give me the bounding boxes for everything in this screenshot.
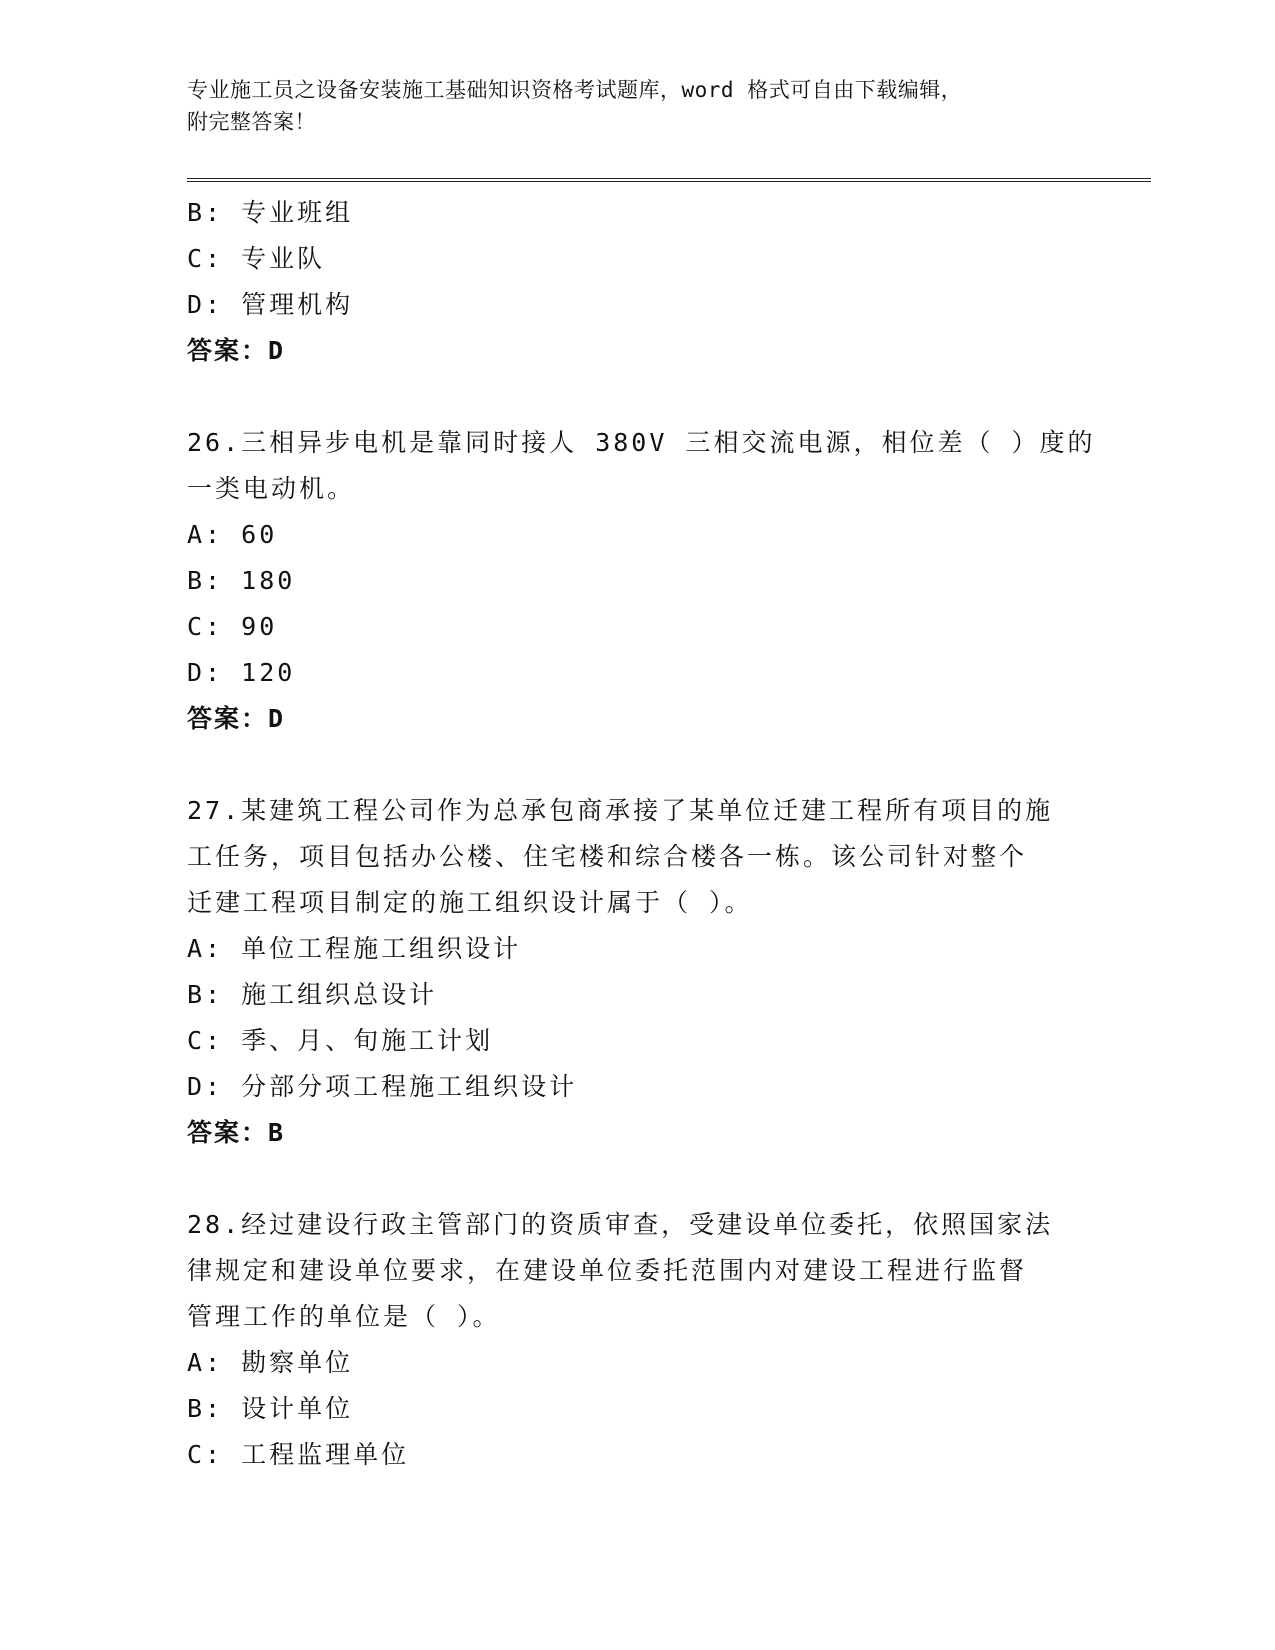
option-c: C: 专业队	[187, 244, 326, 273]
question-text	[187, 788, 1087, 926]
question-line: 一类电动机。	[187, 474, 356, 503]
question-line: 27.某建筑工程公司作为总承包商承接了某单位迁建工程所有项目的施	[187, 796, 1054, 825]
answer: 答案：D	[187, 336, 286, 365]
question-text	[187, 1202, 1087, 1340]
option-c: C: 90	[187, 612, 278, 641]
option-b: B: 180	[187, 566, 296, 595]
header-line-2: 附完整答案！	[187, 110, 316, 134]
question-block-25	[187, 190, 1087, 374]
question-line: 工任务，项目包括办公楼、住宅楼和综合楼各一栋。该公司针对整个	[187, 842, 1028, 871]
option-b: B: 施工组织总设计	[187, 980, 438, 1009]
header-line-1: 专业施工员之设备安装施工基础知识资格考试题库，word 格式可自由下载编辑，	[187, 78, 963, 102]
question-block-28	[187, 1202, 1087, 1478]
document-header	[187, 74, 1087, 138]
spacer	[187, 742, 1087, 788]
answer: 答案：B	[187, 1118, 286, 1147]
question-block-26	[187, 420, 1096, 742]
spacer	[187, 1156, 1087, 1202]
option-d: D: 分部分项工程施工组织设计	[187, 1072, 578, 1101]
option-b: B: 专业班组	[187, 198, 354, 227]
option-b: B: 设计单位	[187, 1394, 354, 1423]
option-a: A: 60	[187, 520, 278, 549]
question-line: 迁建工程项目制定的施工组织设计属于（ ）。	[187, 888, 753, 917]
question-line: 26.三相异步电机是靠同时接人 380V 三相交流电源，相位差（ ）度的	[187, 428, 1096, 457]
question-text	[187, 420, 1096, 512]
question-block-27	[187, 788, 1087, 1156]
answer: 答案：D	[187, 704, 286, 733]
option-a: A: 勘察单位	[187, 1348, 354, 1377]
question-line: 管理工作的单位是（ ）。	[187, 1302, 501, 1331]
question-content	[187, 190, 1096, 1478]
option-d: D: 管理机构	[187, 290, 354, 319]
option-d: D: 120	[187, 658, 296, 687]
option-c: C: 季、月、旬施工计划	[187, 1026, 494, 1055]
question-line: 28.经过建设行政主管部门的资质审查，受建设单位委托，依照国家法	[187, 1210, 1054, 1239]
header-divider	[187, 178, 1151, 182]
question-line: 律规定和建设单位要求，在建设单位委托范围内对建设工程进行监督	[187, 1256, 1028, 1285]
option-a: A: 单位工程施工组织设计	[187, 934, 522, 963]
option-c: C: 工程监理单位	[187, 1440, 410, 1469]
spacer	[187, 374, 1087, 420]
